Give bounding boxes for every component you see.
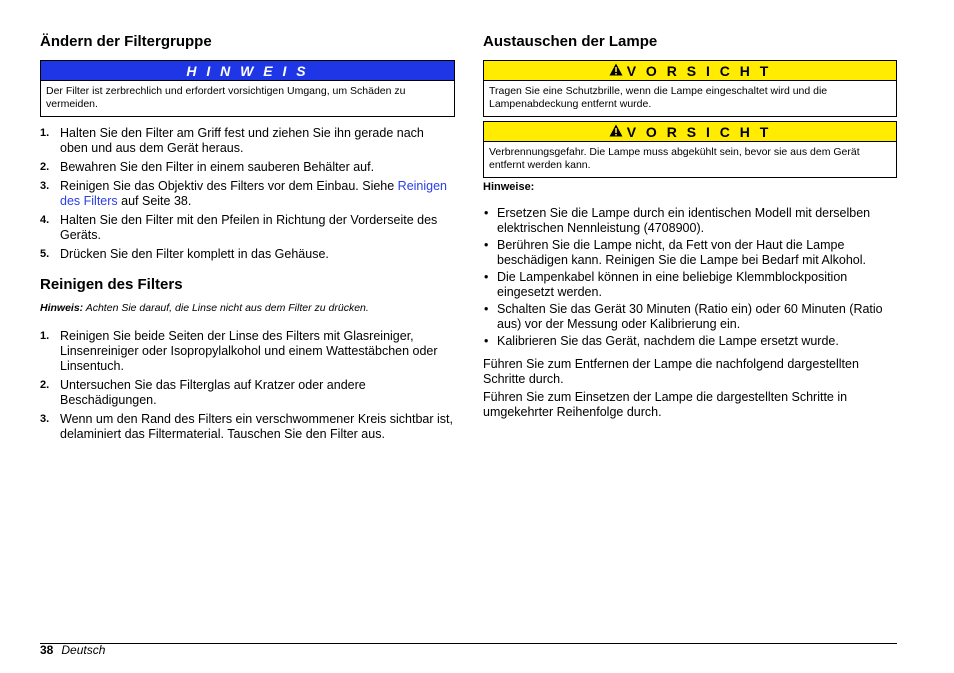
list-item: 3. Wenn um den Rand des Filters ein verschwommener Kreis sichtbar ist, delaminiert das Filtermaterial. Tauschen Sie den Filter aus.: [40, 412, 453, 441]
list-item: • Die Lampenkabel können in eine beliebige Klemmblockposition eingesetzt werden.: [484, 270, 848, 299]
list-item: 1. Halten Sie den Filter am Griff fest und ziehen Sie ihn gerade nach oben und aus dem Gerät heraus.: [40, 126, 424, 155]
notice-title: H I N W E I S: [41, 61, 454, 81]
page-number: 38: [40, 643, 54, 657]
list-item: 5. Drücken Sie den Filter komplett in das Gehäuse.: [40, 247, 329, 261]
section-heading-change-filter: Ändern der Filtergruppe: [40, 33, 212, 50]
caution-text-2: Verbrennungsgefahr. Die Lampe muss abgekühlt sein, bevor sie aus dem Gerät entfernt werden kann.: [489, 146, 860, 171]
list-item: 1. Reinigen Sie beide Seiten der Linse des Filters mit Glasreiniger, Linsenreiniger oder Isopropylalkohol und einem Wattestäbchen oder Linsentuch.: [40, 329, 438, 373]
list-item: 2. Bewahren Sie den Filter in einem sauberen Behälter auf.: [40, 160, 375, 174]
notice-box: [40, 60, 455, 117]
notes-label: Hinweise:: [483, 181, 535, 193]
caution-title-1: V O R S I C H T: [484, 61, 896, 81]
caution-title-2: V O R S I C H T: [484, 122, 896, 142]
caution-box-1: [483, 60, 897, 117]
warning-triangle-icon: [609, 63, 623, 79]
list-item: • Berühren Sie die Lampe nicht, da Fett von der Haut die Lampe beschädigen kann. Reinigen Sie die Lampe bei Bedarf mit Alkohol.: [484, 238, 866, 267]
lamp-notes-list: [483, 206, 897, 351]
caution-box-2: [483, 121, 897, 178]
section-heading-replace-lamp: Austauschen der Lampe: [483, 33, 658, 50]
page-footer: [40, 643, 105, 657]
list-item: • Kalibrieren Sie das Gerät, nachdem die Lampe ersetzt wurde.: [484, 334, 839, 348]
paragraph-insert-lamp: Führen Sie zum Einsetzen der Lampe die dargestellten Schritte in umgekehrter Reihenfolge durch.: [483, 390, 848, 419]
link-reinigen-des-filters[interactable]: Reinigen des Filters: [60, 179, 448, 208]
footer-rule: [40, 643, 897, 644]
warning-triangle-icon: [609, 124, 623, 140]
caution-text-1: Tragen Sie eine Schutzbrille, wenn die Lampe eingeschaltet wird und die Lampenabdeckung entfernt wurde.: [489, 85, 828, 110]
list-item: • Ersetzen Sie die Lampe durch ein identischen Modell mit derselben elektrischen Nennleistung (4708900).: [484, 206, 871, 235]
list-item: • Schalten Sie das Gerät 30 Minuten (Ratio ein) oder 60 Minuten (Ratio aus) vor der Messung oder Kalibrierung ein.: [484, 302, 883, 331]
paragraph-remove-lamp: Führen Sie zum Entfernen der Lampe die nachfolgend dargestellten Schritte durch.: [483, 357, 859, 386]
clean-filter-steps: [40, 329, 455, 446]
footer-language: Deutsch: [61, 643, 106, 657]
section-heading-clean-filter: Reinigen des Filters: [40, 276, 183, 293]
clean-filter-note: Hinweis: Achten Sie darauf, die Linse nicht aus dem Filter zu drücken.: [40, 302, 369, 314]
list-item: 3. Reinigen Sie das Objektiv des Filters vor dem Einbau. Siehe Reinigen des Filters auf Seite 38.: [40, 179, 448, 208]
change-filter-steps: [40, 126, 455, 266]
list-item: 2. Untersuchen Sie das Filterglas auf Kratzer oder andere Beschädigungen.: [40, 378, 366, 407]
list-item: 4. Halten Sie den Filter mit den Pfeilen in Richtung der Vorderseite des Geräts.: [40, 213, 438, 242]
notice-text: Der Filter ist zerbrechlich und erfordert vorsichtigen Umgang, um Schäden zu vermeiden.: [46, 85, 406, 110]
